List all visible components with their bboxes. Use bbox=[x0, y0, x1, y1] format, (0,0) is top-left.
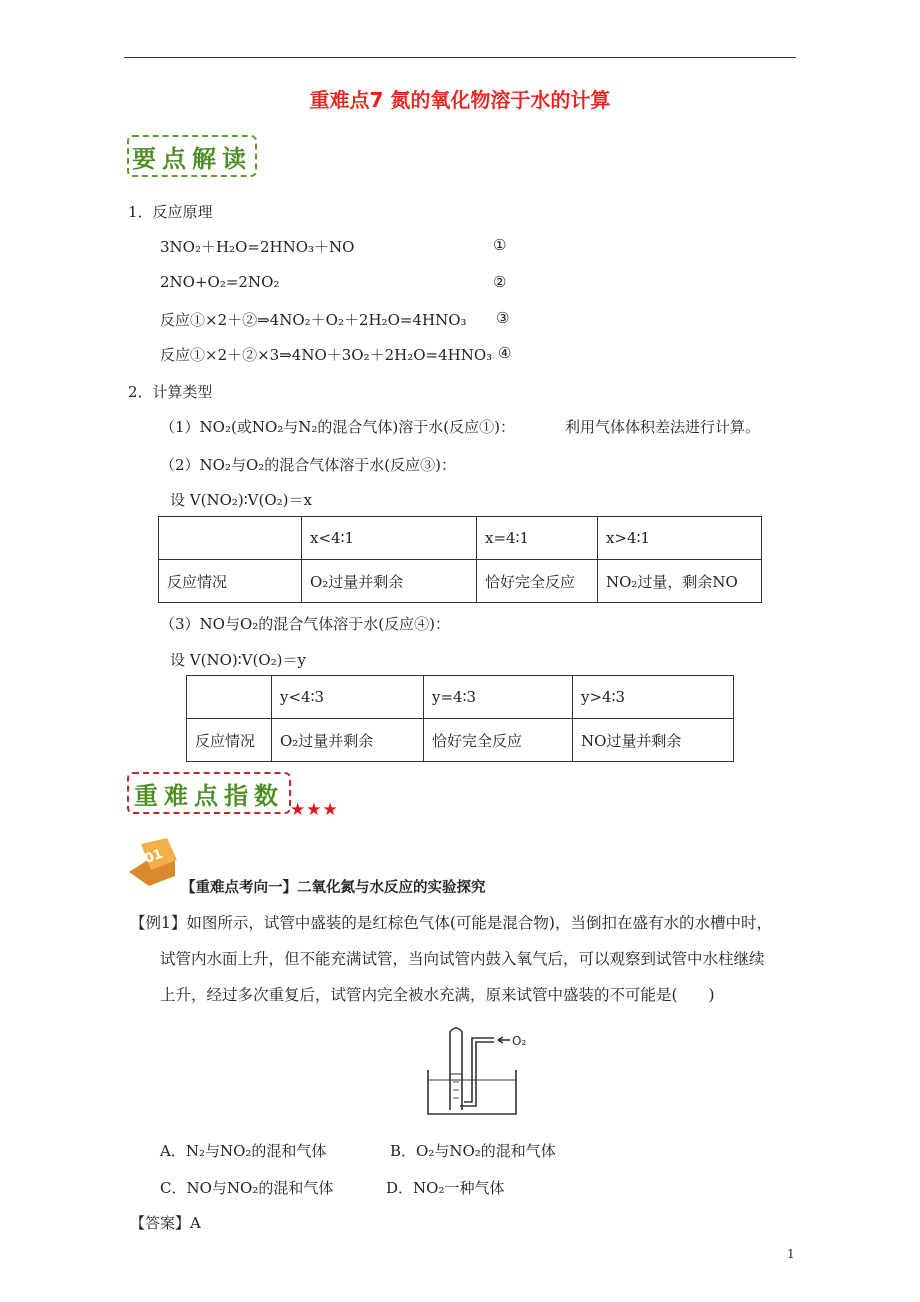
table-cell bbox=[187, 676, 272, 719]
difficulty-stars: ★★★ bbox=[290, 800, 339, 820]
apparatus-figure bbox=[420, 1022, 540, 1122]
example-line-2: 试管内水面上升，但不能充满试管，当向试管内鼓入氧气后，可以观察到试管中水柱继续 bbox=[160, 950, 765, 968]
table-cell: x=4∶1 bbox=[477, 517, 598, 560]
key-points-label: 要点解读 bbox=[132, 144, 252, 173]
table-cell: NO过量并剩余 bbox=[573, 719, 734, 762]
page-number: 1 bbox=[787, 1247, 795, 1261]
calc-type-1-note: 利用气体体积差法进行计算。 bbox=[565, 418, 761, 436]
table-cell: 反应情况 bbox=[187, 719, 272, 762]
calc-type-3: （3）NO与O₂的混合气体溶于水(反应④)： bbox=[160, 615, 450, 633]
table-cell: y>4∶3 bbox=[573, 676, 734, 719]
reaction-3-number: ③ bbox=[496, 309, 510, 327]
example-line-3: 上升，经过多次重复后，试管内完全被水充满，原来试管中盛装的不可能是( ) bbox=[160, 986, 715, 1004]
example-line-1: 【例1】如图所示，试管中盛装的是红棕色气体(可能是混合物)，当倒扣在盛有水的水槽中时， bbox=[130, 914, 772, 932]
direction-01-label: 01 bbox=[142, 846, 165, 867]
key-points-badge bbox=[127, 135, 257, 177]
delivery-tube bbox=[460, 1042, 494, 1106]
table-cell: x>4∶1 bbox=[598, 517, 762, 560]
table-header-row bbox=[159, 517, 762, 560]
difficulty-badge bbox=[127, 772, 291, 814]
table-no-o2 bbox=[186, 675, 734, 762]
table-cell: O₂过量并剩余 bbox=[302, 560, 477, 603]
table-header-row bbox=[187, 676, 734, 719]
reaction-1: 3NO₂＋H₂O=2HNO₃＋NO bbox=[160, 238, 355, 256]
page-title: 重难点7 氮的氧化物溶于水的计算 bbox=[309, 88, 611, 112]
table-cell: O₂过量并剩余 bbox=[272, 719, 424, 762]
calc-type-1: （1）NO₂(或NO₂与N₂的混合气体)溶于水(反应①)： bbox=[160, 418, 515, 436]
reaction-4: 反应①×2＋②×3⇒4NO＋3O₂＋2H₂O=4HNO₃ bbox=[160, 346, 493, 364]
table-cell: y<4∶3 bbox=[272, 676, 424, 719]
direction-01-icon bbox=[127, 836, 179, 888]
option-b: B．O₂与NO₂的混和气体 bbox=[390, 1142, 556, 1160]
reaction-2-number: ② bbox=[493, 273, 507, 291]
answer: 【答案】A bbox=[130, 1214, 201, 1232]
table-cell: 反应情况 bbox=[159, 560, 302, 603]
calc-type-2: （2）NO₂与O₂的混合气体溶于水(反应③)： bbox=[160, 456, 456, 474]
reaction-2: 2NO+O₂=2NO₂ bbox=[160, 273, 280, 291]
table-cell: y=4∶3 bbox=[424, 676, 573, 719]
table-cell: NO₂过量，剩余NO bbox=[598, 560, 762, 603]
calc-type-2-set: 设 V(NO₂)∶V(O₂)＝x bbox=[170, 491, 312, 509]
table-cell: 恰好完全反应 bbox=[424, 719, 573, 762]
section2-heading: 2．计算类型 bbox=[128, 383, 213, 401]
table-cell bbox=[159, 517, 302, 560]
oxygen-label: O₂ bbox=[512, 1034, 527, 1048]
option-d: D．NO₂一种气体 bbox=[386, 1179, 505, 1197]
calc-type-3-set: 设 V(NO)∶V(O₂)＝y bbox=[170, 651, 306, 669]
direction-heading: 【重难点考向一】二氧化氮与水反应的实验探究 bbox=[181, 880, 486, 896]
reaction-1-number: ① bbox=[493, 236, 507, 254]
reaction-4-number: ④ bbox=[498, 344, 512, 362]
option-a: A．N₂与NO₂的混和气体 bbox=[160, 1142, 327, 1160]
difficulty-label: 重难点指数 bbox=[134, 781, 284, 810]
table-cell: 恰好完全反应 bbox=[477, 560, 598, 603]
table-row bbox=[159, 560, 762, 603]
option-c: C．NO与NO₂的混和气体 bbox=[160, 1179, 334, 1197]
reaction-3: 反应①×2＋②⇒4NO₂＋O₂＋2H₂O=4HNO₃ bbox=[160, 311, 467, 329]
header-rule bbox=[124, 57, 796, 58]
section1-heading: 1．反应原理 bbox=[128, 203, 213, 221]
table-cell: x<4∶1 bbox=[302, 517, 477, 560]
table-no2-o2 bbox=[158, 516, 762, 603]
table-row bbox=[187, 719, 734, 762]
